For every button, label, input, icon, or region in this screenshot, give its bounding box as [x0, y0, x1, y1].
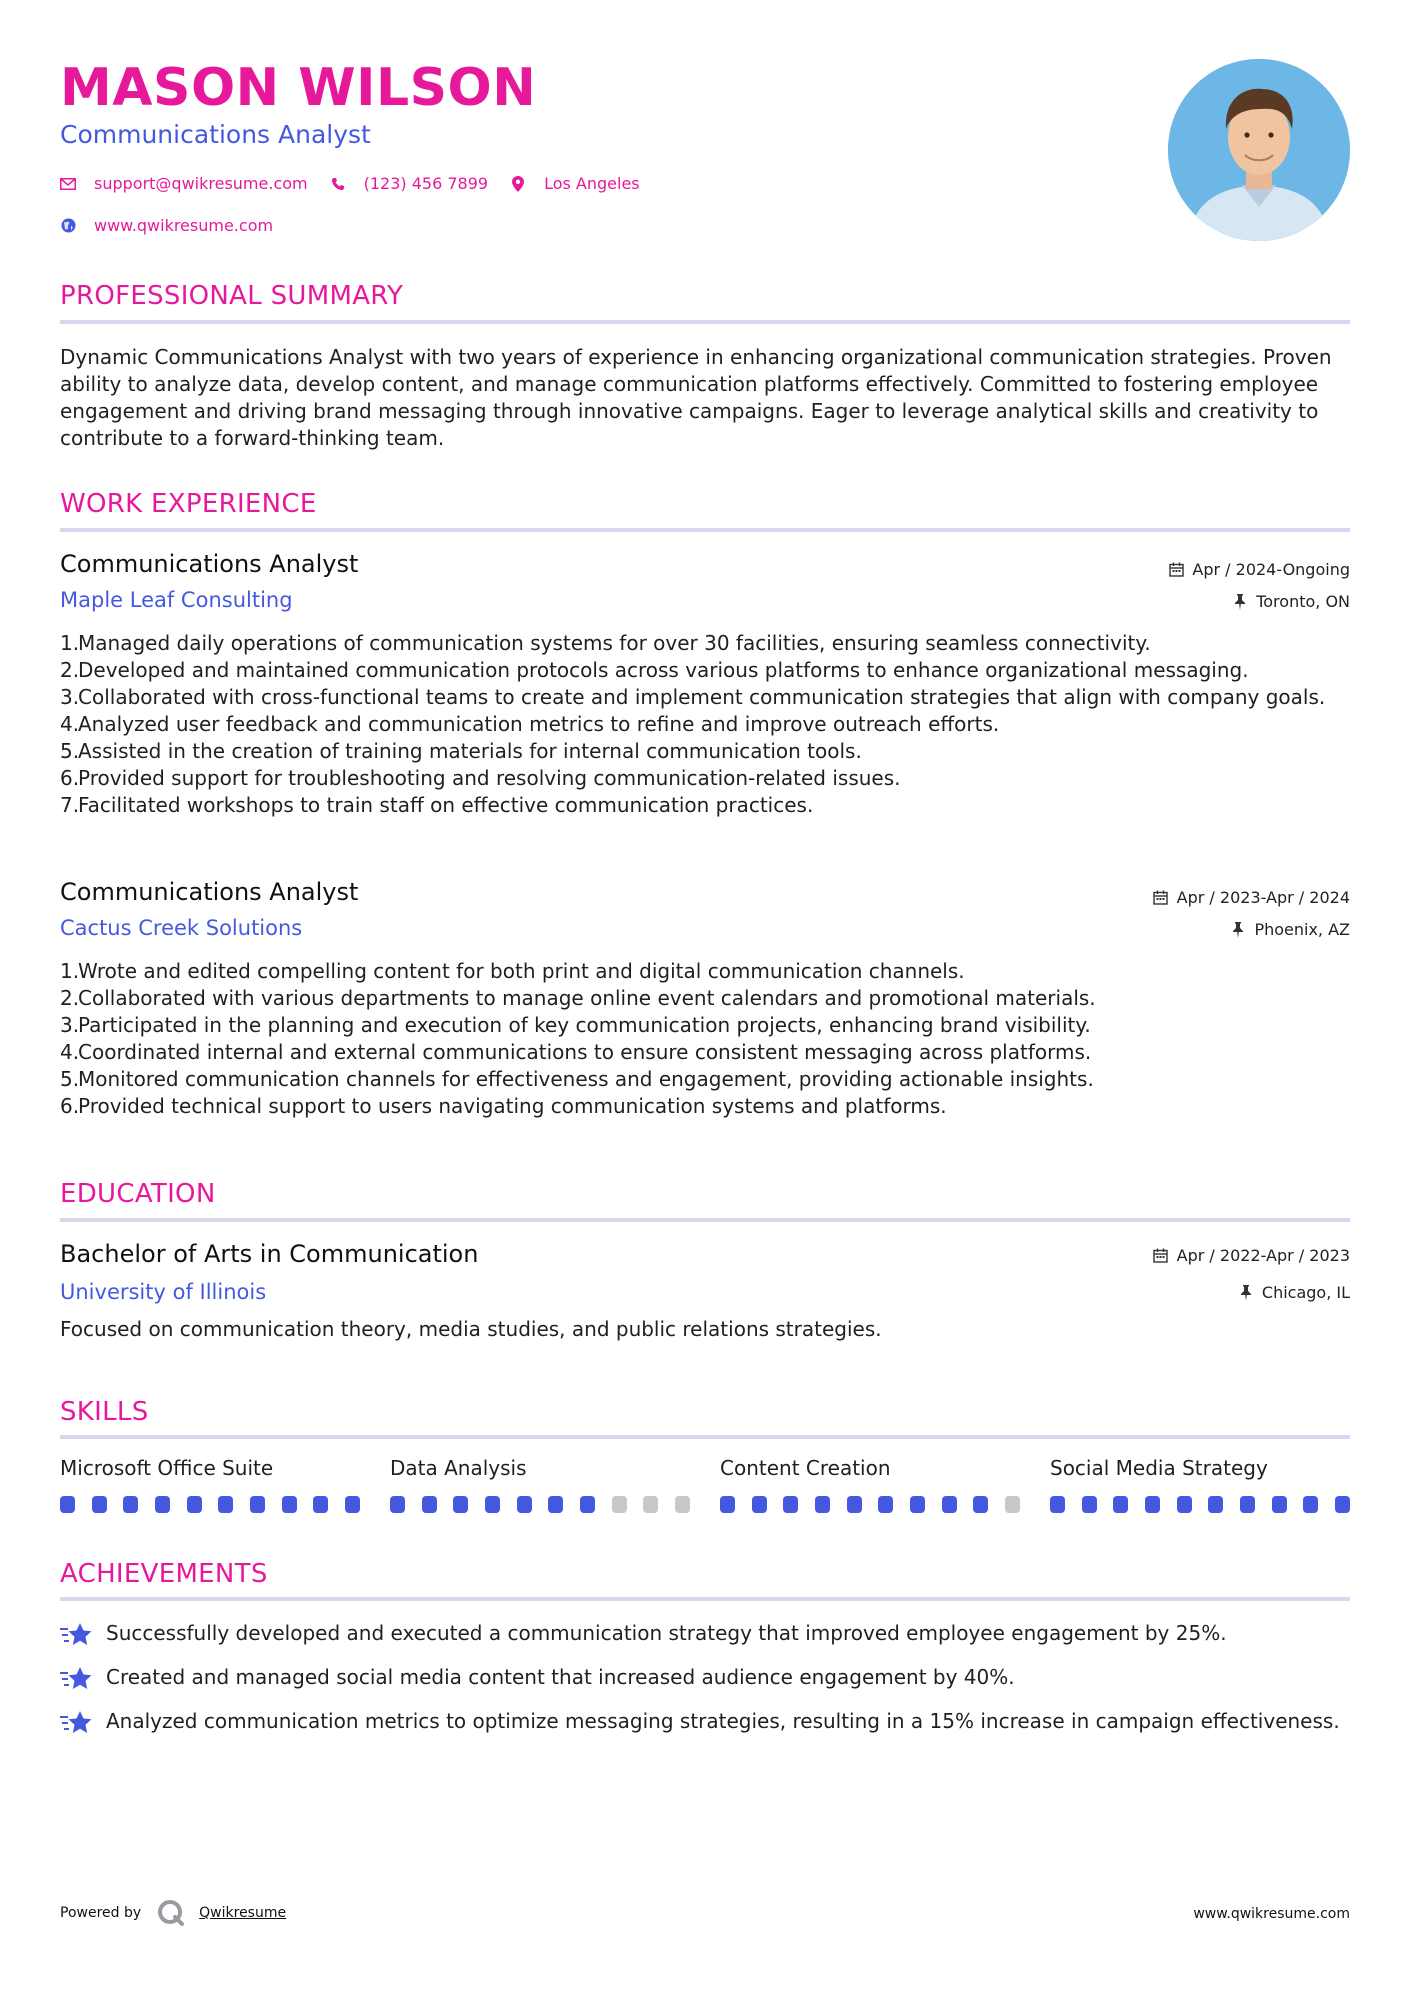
job-location — [1230, 920, 1350, 939]
skill-dot-filled — [1082, 1496, 1097, 1513]
contact-email[interactable] — [60, 174, 308, 193]
section-divider — [60, 1435, 1350, 1439]
skill-dot-filled — [580, 1496, 595, 1513]
skill-dot-filled — [1272, 1496, 1287, 1513]
skill-dot-filled — [720, 1496, 735, 1513]
skill-dot-filled — [1240, 1496, 1255, 1513]
skill-rating — [60, 1496, 360, 1513]
section-heading-skills: SKILLS — [60, 1397, 149, 1427]
star-badge-icon — [60, 1620, 92, 1647]
resume-page — [60, 0, 1350, 1990]
list-item: 2. Developed and maintained communication protocols across various platforms to enhance organizational messaging. — [60, 658, 1249, 682]
skill-dot-empty — [675, 1496, 690, 1513]
achievement-item — [60, 1620, 1350, 1647]
job-title: Communications Analyst — [60, 550, 359, 578]
skill-name: Microsoft Office Suite — [60, 1456, 274, 1480]
skill-item — [60, 1456, 360, 1513]
candidate-name: MASON WILSON — [60, 58, 537, 118]
school-name: University of Illinois — [60, 1280, 267, 1304]
section-divider — [60, 1218, 1350, 1222]
job-duties-list — [60, 630, 1350, 819]
list-item: 3. Collaborated with cross-functional teams to create and implement communication strategies that align with company goals. — [60, 685, 1326, 709]
section-divider — [60, 320, 1350, 324]
section-heading-experience: WORK EXPERIENCE — [60, 489, 317, 519]
achievement-item — [60, 1664, 1350, 1691]
profile-photo — [1168, 59, 1350, 241]
job-dates — [1153, 888, 1350, 907]
contact-location — [510, 174, 640, 193]
email-text: support@qwikresume.com — [94, 174, 308, 193]
list-item: 1. Managed daily operations of communication systems for over 30 facilities, ensuring seamless connectivity. — [60, 631, 1151, 655]
company-name: Maple Leaf Consulting — [60, 588, 293, 612]
job-location — [1232, 592, 1350, 611]
skill-dot-filled — [453, 1496, 468, 1513]
achievement-text: Analyzed communication metrics to optimize messaging strategies, resulting in a 15% increase in campaign effectiveness. — [106, 1709, 1340, 1733]
pushpin-icon — [1238, 1285, 1254, 1301]
skill-dot-filled — [847, 1496, 862, 1513]
skill-dot-filled — [973, 1496, 988, 1513]
job-duties-list — [60, 958, 1350, 1120]
section-divider — [60, 1597, 1350, 1601]
list-item: 7. Facilitated workshops to train staff on effective communication practices. — [60, 793, 814, 817]
skill-dot-filled — [485, 1496, 500, 1513]
location-text: Toronto, ON — [1256, 592, 1350, 611]
skill-dot-empty — [612, 1496, 627, 1513]
list-item: 5. Monitored communication channels for effectiveness and engagement, providing actionable insights. — [60, 1067, 1094, 1091]
star-badge-icon — [60, 1664, 92, 1691]
skill-dot-filled — [942, 1496, 957, 1513]
education-dates — [1153, 1246, 1350, 1265]
skill-dot-filled — [815, 1496, 830, 1513]
company-name: Cactus Creek Solutions — [60, 916, 303, 940]
skill-dot-filled — [1113, 1496, 1128, 1513]
phone-text: (123) 456 7899 — [363, 174, 489, 193]
globe-icon — [60, 218, 76, 234]
degree-title: Bachelor of Arts in Communication — [60, 1240, 479, 1268]
skill-dot-filled — [783, 1496, 798, 1513]
skill-rating — [720, 1496, 1020, 1513]
skill-dot-empty — [1005, 1496, 1020, 1513]
contact-row-website — [60, 216, 295, 235]
skill-dot-filled — [123, 1496, 138, 1513]
skill-dot-filled — [1303, 1496, 1318, 1513]
skill-item — [720, 1456, 1020, 1513]
skill-dot-filled — [155, 1496, 170, 1513]
contact-website[interactable] — [60, 216, 273, 235]
education-location — [1238, 1283, 1350, 1302]
skill-dot-empty — [643, 1496, 658, 1513]
skill-dot-filled — [1177, 1496, 1192, 1513]
skill-item — [1050, 1456, 1350, 1513]
section-heading-achievements: ACHIEVEMENTS — [60, 1559, 268, 1589]
skill-dot-filled — [548, 1496, 563, 1513]
skill-item — [390, 1456, 690, 1513]
skill-rating — [390, 1496, 690, 1513]
calendar-icon — [1153, 1248, 1169, 1264]
skill-dot-filled — [878, 1496, 893, 1513]
skill-name: Social Media Strategy — [1050, 1456, 1268, 1480]
qwikresume-link[interactable]: Qwikresume — [199, 1905, 287, 1921]
skill-dot-filled — [313, 1496, 328, 1513]
dates-text: Apr / 2023-Apr / 2024 — [1176, 888, 1350, 907]
list-item: 5. Assisted in the creation of training materials for internal communication tools. — [60, 739, 862, 763]
website-text: www.qwikresume.com — [94, 216, 274, 235]
list-item: 3. Participated in the planning and execution of key communication projects, enhancing brand visibility. — [60, 1013, 1091, 1037]
calendar-icon — [1153, 890, 1169, 906]
contact-phone[interactable] — [330, 174, 488, 193]
map-pin-icon — [510, 176, 526, 192]
skill-dot-filled — [60, 1496, 75, 1513]
skill-dot-filled — [1208, 1496, 1223, 1513]
summary-text: Dynamic Communications Analyst with two years of experience in enhancing organizational communication strategies. Proven ability to analyze data, develop content, and manage communication platforms effectively. Committed to fostering employee engagement and driving brand messaging through innovative campaigns. Eager to leverage analytical skills and creativity to contribute to a forward-thinking team. — [60, 345, 1332, 450]
skill-dot-filled — [218, 1496, 233, 1513]
candidate-title: Communications Analyst — [60, 120, 371, 149]
skill-dot-filled — [390, 1496, 405, 1513]
skill-name: Content Creation — [720, 1456, 891, 1480]
skill-dot-filled — [345, 1496, 360, 1513]
skill-dot-filled — [1335, 1496, 1350, 1513]
pushpin-icon — [1232, 594, 1248, 610]
achievement-text: Created and managed social media content that increased audience engagement by 40%. — [106, 1665, 1015, 1689]
job-dates — [1168, 560, 1350, 579]
list-item: 4. Coordinated internal and external communications to ensure consistent messaging across platforms. — [60, 1040, 1092, 1064]
skill-dot-filled — [422, 1496, 437, 1513]
list-item: 6. Provided technical support to users navigating communication systems and platforms. — [60, 1094, 947, 1118]
location-text: Los Angeles — [544, 174, 640, 193]
list-item: 1. Wrote and edited compelling content for both print and digital communication channels. — [60, 959, 965, 983]
section-heading-summary: PROFESSIONAL SUMMARY — [60, 281, 404, 311]
dates-text: Apr / 2024-Ongoing — [1192, 560, 1350, 579]
skill-name: Data Analysis — [390, 1456, 527, 1480]
calendar-icon — [1168, 562, 1184, 578]
list-item: 4. Analyzed user feedback and communication metrics to refine and improve outreach efforts. — [60, 712, 1000, 736]
list-item: 6. Provided support for troubleshooting and resolving communication-related issues. — [60, 766, 901, 790]
skill-dot-filled — [92, 1496, 107, 1513]
list-item: 2. Collaborated with various departments to manage online event calendars and promotional materials. — [60, 986, 1096, 1010]
section-divider — [60, 528, 1350, 532]
skill-dot-filled — [910, 1496, 925, 1513]
skill-dot-filled — [752, 1496, 767, 1513]
dates-text: Apr / 2022-Apr / 2023 — [1176, 1246, 1350, 1265]
skill-dot-filled — [1050, 1496, 1065, 1513]
contact-row — [60, 174, 662, 193]
pushpin-icon — [1230, 922, 1246, 938]
footer-branding — [60, 1899, 286, 1927]
skill-dot-filled — [187, 1496, 202, 1513]
qwikresume-logo-icon — [157, 1899, 185, 1927]
powered-by-label: Powered by — [60, 1905, 142, 1921]
envelope-icon — [60, 176, 76, 192]
skill-rating — [1050, 1496, 1350, 1513]
location-text: Phoenix, AZ — [1254, 920, 1350, 939]
education-description: Focused on communication theory, media studies, and public relations strategies. — [60, 1317, 882, 1341]
skill-dot-filled — [517, 1496, 532, 1513]
star-badge-icon — [60, 1708, 92, 1735]
section-heading-education: EDUCATION — [60, 1179, 216, 1209]
achievement-text: Successfully developed and executed a communication strategy that improved employee engagement by 25%. — [106, 1621, 1227, 1645]
achievement-item — [60, 1708, 1350, 1735]
skill-dot-filled — [250, 1496, 265, 1513]
job-title: Communications Analyst — [60, 878, 359, 906]
location-text: Chicago, IL — [1261, 1283, 1350, 1302]
skill-dot-filled — [1145, 1496, 1160, 1513]
footer-url[interactable]: www.qwikresume.com — [1193, 1906, 1350, 1922]
skill-dot-filled — [282, 1496, 297, 1513]
phone-icon — [330, 176, 346, 192]
